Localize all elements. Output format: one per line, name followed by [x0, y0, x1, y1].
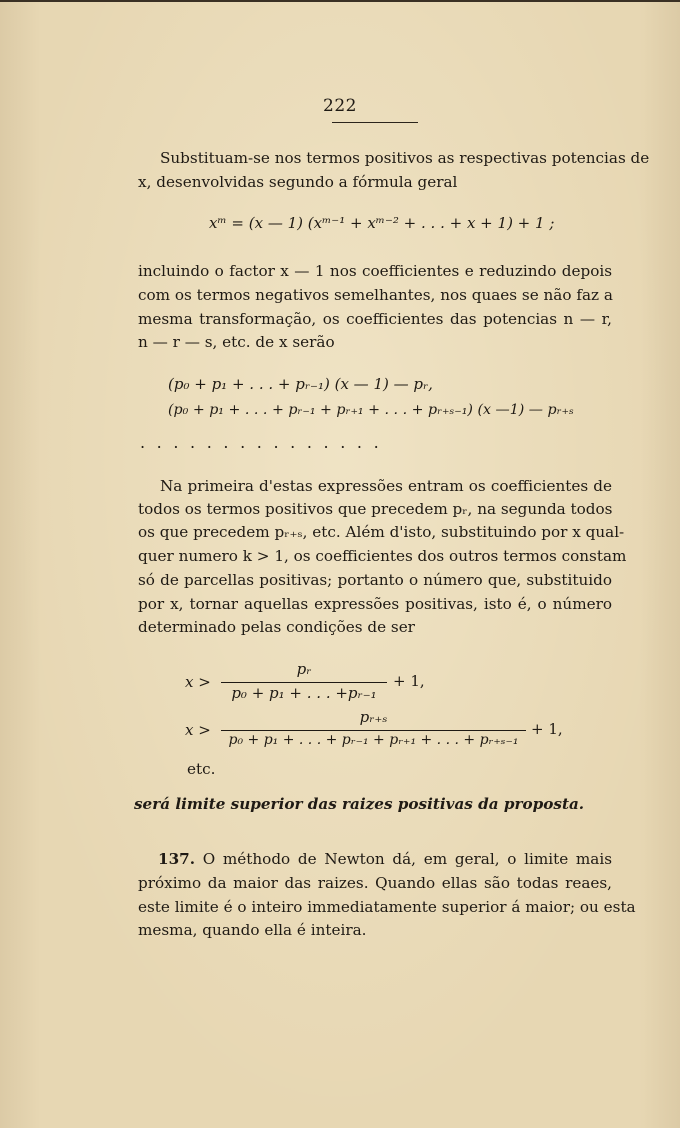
paragraph-2-line-1: incluindo o factor x — 1 nos coefficientes e reduzindo depois	[138, 262, 612, 280]
etc-label: etc.	[187, 760, 216, 778]
inequality-1-fraction-bar	[221, 682, 387, 683]
paragraph-3-line-7: determinado pelas condições de ser	[138, 618, 415, 636]
section-137-line-2: próximo da maior das raizes. Quando ellas são todas reaes,	[138, 874, 612, 892]
inequality-2-lhs: x >	[185, 721, 211, 739]
section-number: 137.	[158, 850, 195, 868]
paragraph-3-line-3: os que precedem pᵣ₊ₛ, etc. Além d'isto, substituindo por x qual-	[138, 523, 625, 541]
inequality-1-rhs: + 1,	[393, 672, 425, 690]
paragraph-2-line-4: n — r — s, etc. de x serão	[138, 333, 335, 351]
inequality-2-rhs: + 1,	[531, 720, 563, 738]
paragraph-1-line-2: x, desenvolvidas segundo a fórmula geral	[138, 173, 458, 191]
paragraph-3-line-4: quer numero k > 1, os coefficientes dos outros termos constam	[138, 547, 627, 565]
paragraph-1-line-1: Substituam-se nos termos positivos as respectivas potencias de	[160, 149, 650, 167]
section-137-line-3: este limite é o inteiro immediatamente superior á maior; ou esta	[138, 898, 636, 916]
paragraph-3-line-5: só de parcellas positivas; portanto o número que, substituido	[138, 571, 612, 589]
section-137-line-1-text: O méthodo de Newton dá, em geral, o limite mais	[202, 850, 613, 868]
page-top-edge	[0, 0, 680, 2]
formula-coefficient-2: (p₀ + p₁ + . . . + pᵣ₋₁ + pᵣ₊₁ + . . . + pᵣ₊ₛ₋₁) (x —1) — pᵣ₊ₛ	[168, 402, 574, 418]
conclusion-line: será limite superior das raizes positivas da proposta.	[134, 795, 585, 813]
section-137-line-1	[158, 848, 612, 871]
ellipsis-row: ...............	[140, 433, 391, 452]
page-number: 222	[323, 96, 357, 116]
inequality-2	[185, 708, 565, 758]
inequality-2-fraction-bar	[221, 730, 526, 731]
paragraph-2-line-3: mesma transformação, os coefficientes das potencias n — r,	[138, 310, 612, 328]
formula-coefficient-1: (p₀ + p₁ + . . . + pᵣ₋₁) (x — 1) — pᵣ,	[168, 375, 433, 393]
paragraph-3-line-2: todos os termos positivos que precedem pᵣ, na segunda todos	[138, 500, 613, 518]
inequality-1-lhs: x >	[185, 673, 211, 691]
paragraph-2-line-2: com os termos negativos semelhantes, nos quaes se não faz a	[138, 286, 613, 304]
page-number-rule	[332, 122, 418, 123]
section-137-line-4: mesma, quando ella é inteira.	[138, 921, 367, 939]
inequality-2-denominator: p₀ + p₁ + . . . + pᵣ₋₁ + pᵣ₊₁ + . . . + pᵣ₊ₛ₋₁	[228, 732, 519, 748]
formula-expansion: xᵐ = (x — 1) (xᵐ⁻¹ + xᵐ⁻² + . . . + x + 1) + 1 ;	[209, 214, 555, 232]
inequality-1-numerator: pᵣ	[296, 660, 312, 678]
inequality-2-numerator: pᵣ₊ₛ	[359, 708, 388, 726]
paragraph-3-line-1: Na primeira d'estas expressões entram os coefficientes de	[160, 477, 612, 495]
inequality-1-denominator: p₀ + p₁ + . . . +pᵣ₋₁	[231, 684, 377, 702]
inequality-1	[185, 660, 425, 710]
paragraph-3-line-6: por x, tornar aquellas expressões positivas, isto é, o número	[138, 595, 612, 613]
